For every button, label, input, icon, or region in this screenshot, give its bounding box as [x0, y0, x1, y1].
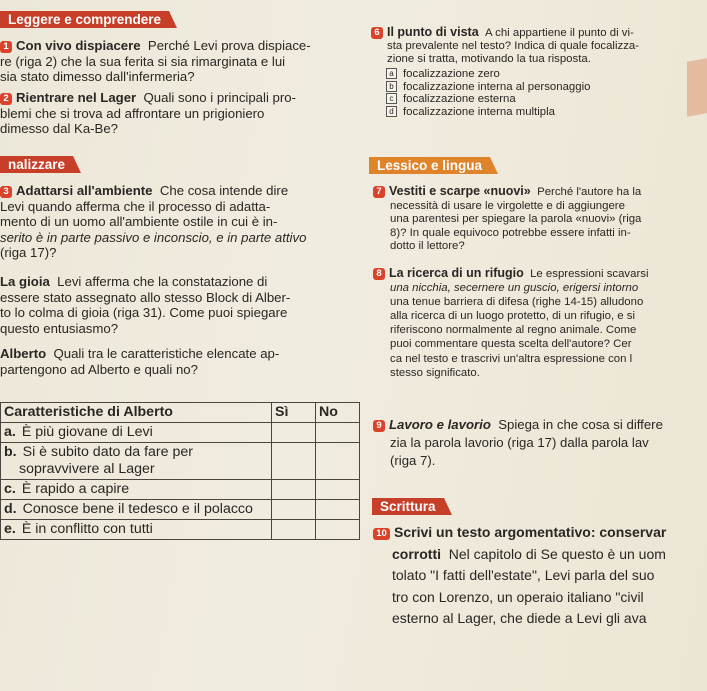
option-a[interactable]: a focalizzazione zero [386, 68, 706, 81]
option-c[interactable]: c focalizzazione esterna [386, 93, 706, 106]
table-row: d. Conosce bene il tedesco e il polacco [1, 500, 360, 520]
question-7: 7 Vestiti e scarpe «nuovi» Perché l'autore ha la necessità di usare le virgolette e di aggiungere una parentesi per spiegare la parola «nuovi» (riga 8)? In quale equivoco potrebbe essere infatti in- dotto il lettore? [373, 185, 707, 254]
table-header: Caratteristiche di Alberto [1, 403, 272, 423]
table-row: a. È più giovane di Levi [1, 423, 360, 443]
answer-cell-yes[interactable] [272, 443, 316, 480]
question-number-badge: 6 [371, 27, 383, 39]
characteristics-table [0, 402, 360, 540]
question-5: Alberto Quali tra le caratteristiche elencate ap- partengono ad Alberto e quali no? [0, 346, 280, 377]
question-10: 10 Scrivi un testo argomentativo: conservar corrotti Nel capitolo di Se questo è un uom tolato "I fatti dell'estate", Levi parla del suo tro con Lorenzo, un operaio italiano "civil esterno al Lager, che diede a Levi gli ava [373, 522, 707, 630]
question-number-badge: 3 [0, 186, 12, 198]
question-number-badge: 8 [373, 268, 385, 280]
focalization-options [386, 68, 706, 118]
question-3: 3 Adattarsi all'ambiente Che cosa intende dire Levi quando afferma che il processo di adatta- mento di un uomo all'ambiente ostile in cui è in- serito è in parte passivo e inconscio, e in parte attivo (riga 17)? [0, 183, 307, 261]
question-1: 1 Con vivo dispiacere Perché Levi prova dispiace- re (riga 2) che la sua ferita si sia rimarginata e lui sia stato dimesso dall'infermeria? [0, 38, 311, 85]
answer-cell-no[interactable] [316, 443, 360, 480]
question-2: 2 Rientrare nel Lager Quali sono i principali pro- blemi che si trova ad affrontare un prigioniero dimesso dal Ka-Be? [0, 90, 296, 137]
question-9: 9 Lavoro e lavorio Spiega in che cosa si differe zia la parola lavorio (riga 17) dalla parola lav (riga 7). [373, 416, 707, 470]
answer-cell-no[interactable] [316, 423, 360, 443]
answer-cell-no[interactable] [316, 500, 360, 520]
table-row: c. È rapido a capire [1, 480, 360, 500]
question-number-badge: 9 [373, 420, 385, 432]
answer-cell-no[interactable] [316, 520, 360, 540]
section-header-comprendere: Leggere e comprendere [0, 11, 169, 28]
question-number-badge: 2 [0, 93, 12, 105]
section-header-analizzare: nalizzare [0, 156, 73, 173]
answer-cell-no[interactable] [316, 480, 360, 500]
answer-cell-yes[interactable] [272, 500, 316, 520]
answer-cell-yes[interactable] [272, 520, 316, 540]
option-b[interactable]: b focalizzazione interna al personaggio [386, 81, 706, 94]
answer-cell-yes[interactable] [272, 480, 316, 500]
question-8: 8 La ricerca di un rifugio Le espressioni scavarsi una nicchia, secernere un guscio, erigersi intorno una tenue barriera di difesa (righe 14-15) alludono alla ricerca di un luogo protetto, di un rifugio, e si riferiscono normalmente al regno animale. Come puoi commentare questa scelta dell'autore? Cer ca nel testo e trascrivi un'altra espressione con l stesso significato. [373, 266, 707, 380]
table-row: e. È in conflitto con tutti [1, 520, 360, 540]
question-number-badge: 7 [373, 186, 385, 198]
question-6: 6 Il punto di vista A chi appartiene il punto di vi- sta prevalente nel testo? Indica di quale focalizza- zione si tratta, motivando la tua risposta. [371, 26, 707, 67]
section-header-lessico: Lessico e lingua [369, 157, 490, 174]
section-header-scrittura: Scrittura [372, 498, 444, 515]
table-header-yes: Sì [272, 403, 316, 423]
question-number-badge: 1 [0, 41, 12, 53]
question-4: La gioia Levi afferma che la constatazione di essere stato assegnato allo stesso Block di Alber- to lo colma di gioia (riga 31). Come puoi spiegare questo entusiasmo? [0, 274, 291, 336]
table-header-no: No [316, 403, 360, 423]
table-header-row [1, 403, 360, 423]
table-row: b. Si è subito dato da fare per sopravvivere al Lager [1, 443, 360, 480]
answer-cell-yes[interactable] [272, 423, 316, 443]
question-number-badge: 10 [373, 528, 390, 540]
option-d[interactable]: d focalizzazione interna multipla [386, 106, 706, 119]
